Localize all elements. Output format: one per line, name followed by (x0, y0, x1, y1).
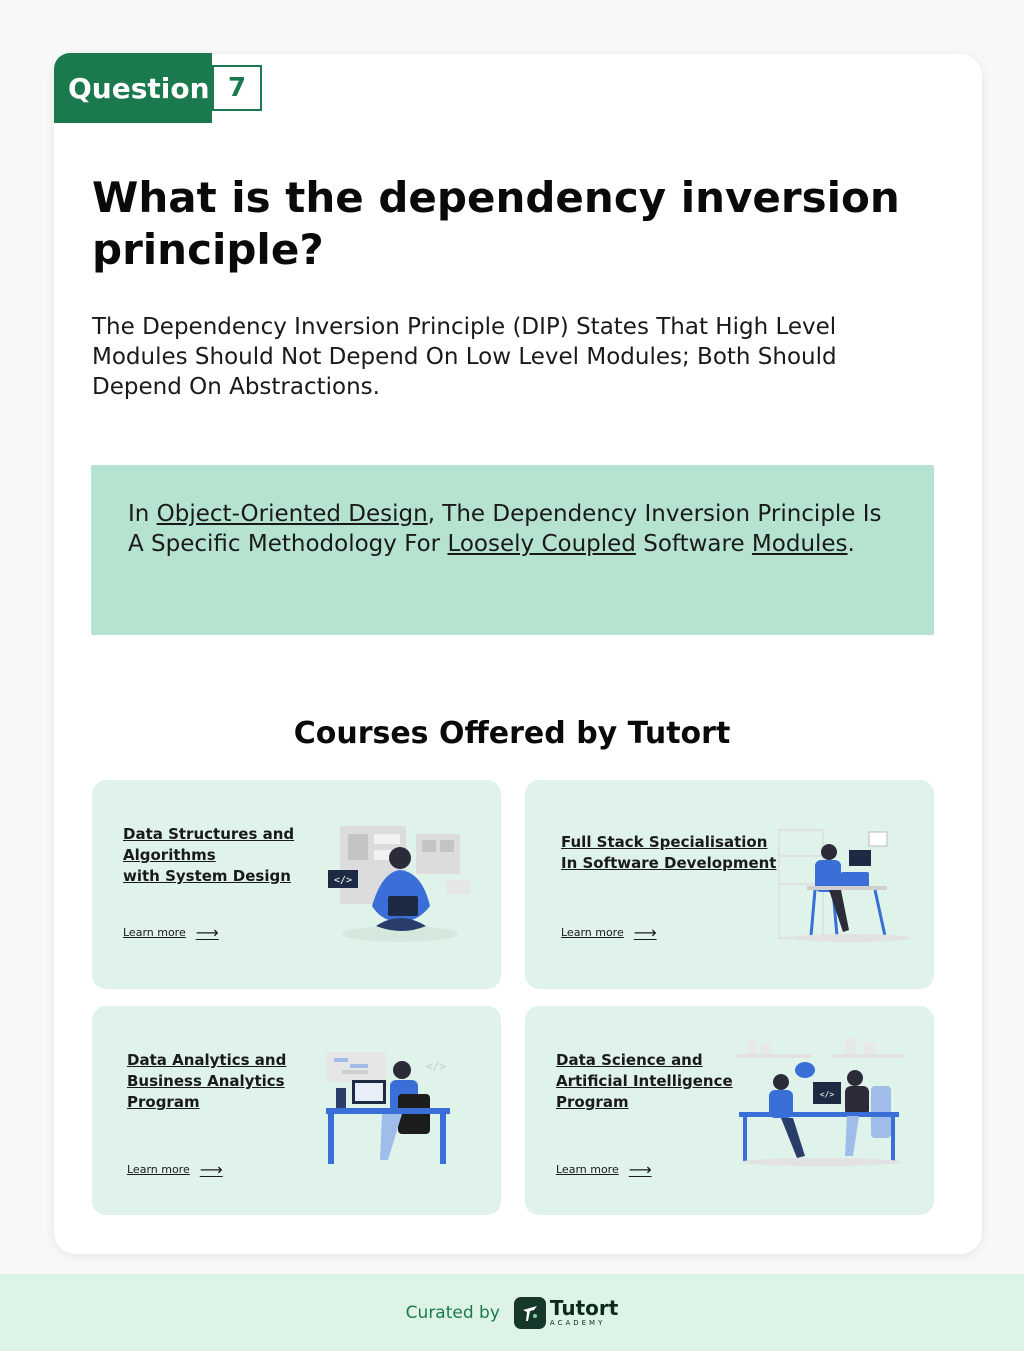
question-number: 7 (212, 65, 262, 111)
course-name-line: Algorithms (123, 846, 216, 864)
link-loosely-coupled[interactable]: Loosely Coupled (447, 531, 636, 557)
learn-more-label: Learn more (561, 926, 624, 939)
courses-heading: Courses Offered by Tutort (293, 716, 731, 751)
team-desk-illustration (735, 1032, 907, 1168)
tutort-logo[interactable] (514, 1297, 618, 1329)
brand-name: Tutort (549, 1296, 619, 1320)
answer-intro: The Dependency Inversion Principle (DIP) States That High Level Modules Should Not Depend On Low Level Modules; Both Should Depend On Abstractions. (92, 314, 837, 400)
note-text: Software (635, 531, 752, 557)
tutort-logo-text (550, 1298, 618, 1327)
course-name[interactable] (556, 1050, 733, 1113)
course-name-line: Program (556, 1093, 629, 1111)
question-label: Question (54, 53, 212, 123)
course-name-line: Artificial Intelligence (556, 1072, 733, 1090)
note-text: . (847, 531, 855, 557)
svg-text:</>: </> (426, 1060, 446, 1073)
note-text: , The Dependency Inversion Principle Is A Specific Methodology For (128, 501, 882, 557)
link-modules[interactable]: Modules (751, 531, 848, 557)
course-name-line: with System Design (123, 867, 291, 885)
developer-desk-illustration (775, 826, 915, 944)
course-name[interactable] (127, 1050, 286, 1113)
note-text: In (128, 501, 157, 527)
learn-more-link[interactable] (561, 923, 657, 942)
course-name-line: Program (127, 1093, 200, 1111)
question-title: What is the dependency inversion principle? (92, 173, 900, 274)
course-card-data-science[interactable] (525, 1006, 934, 1215)
course-card-full-stack[interactable] (525, 780, 934, 989)
definition-note (91, 465, 934, 635)
curated-by-label: Curated by (405, 1302, 500, 1323)
course-name-line: Business Analytics (127, 1072, 285, 1090)
arrow-right-icon: ⟶ (195, 923, 219, 942)
svg-text:</>: </> (819, 1090, 835, 1099)
learn-more-link[interactable] (556, 1160, 652, 1179)
footer (0, 1274, 1024, 1351)
arrow-right-icon: ⟶ (628, 1160, 652, 1179)
tutort-logo-icon (514, 1297, 546, 1329)
arrow-right-icon: ⟶ (633, 923, 657, 942)
course-name-line: In Software Development (561, 854, 777, 872)
svg-text:</>: </> (333, 875, 353, 886)
analyst-desk-illustration (322, 1048, 458, 1168)
course-name-line: Data Science and (556, 1051, 703, 1069)
learn-more-label: Learn more (556, 1163, 619, 1176)
course-name[interactable] (561, 832, 776, 874)
course-card-data-analytics[interactable] (92, 1006, 501, 1215)
learn-more-label: Learn more (127, 1163, 190, 1176)
learn-more-link[interactable] (127, 1160, 223, 1179)
course-name-line: Data Analytics and (127, 1051, 287, 1069)
course-name-line: Full Stack Specialisation (561, 833, 768, 851)
course-name-line: Data Structures and (123, 825, 295, 843)
developer-laptop-illustration (322, 822, 472, 944)
link-object-oriented-design[interactable]: Object-Oriented Design (156, 501, 428, 527)
learn-more-label: Learn more (123, 926, 186, 939)
learn-more-link[interactable] (123, 923, 219, 942)
course-name[interactable] (123, 824, 294, 887)
arrow-right-icon: ⟶ (199, 1160, 223, 1179)
course-card-dsa[interactable] (92, 780, 501, 989)
brand-subtitle: ACADEMY (549, 1319, 606, 1327)
